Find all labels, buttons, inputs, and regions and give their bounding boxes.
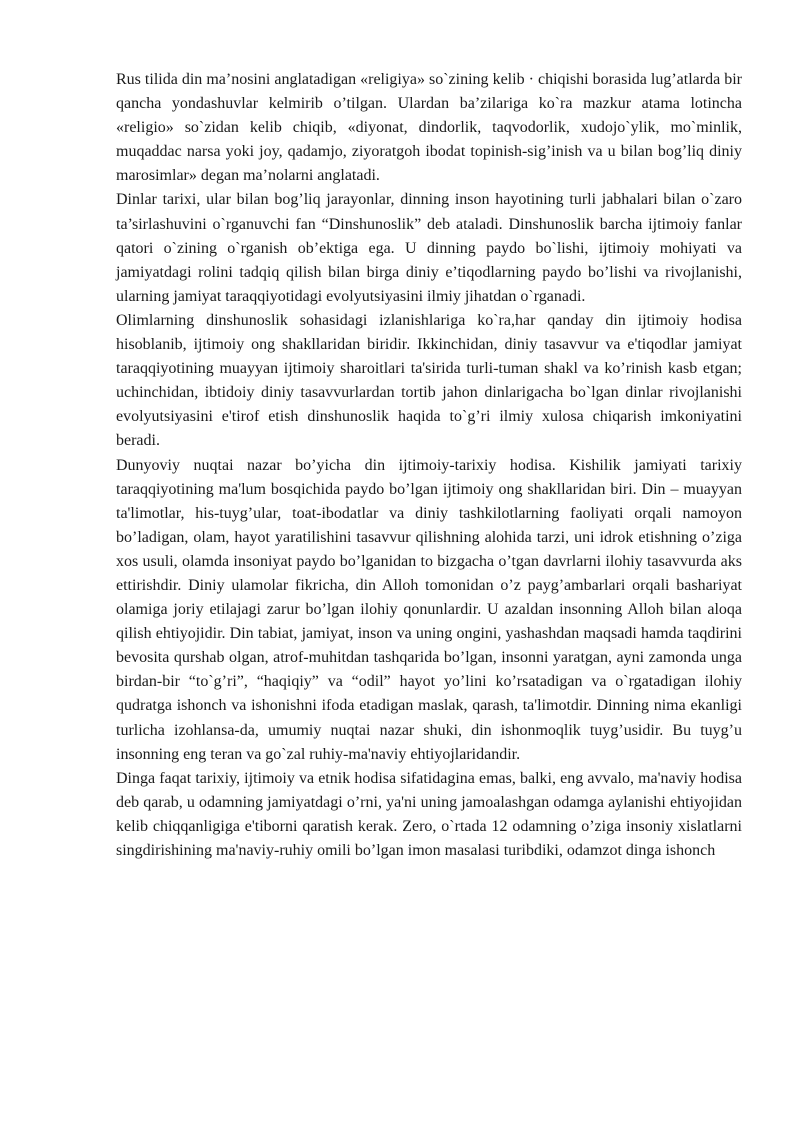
paragraph-religious-studies-definition: Dinlar tarixi, ular bilan bog’liq jarayonlar, dinning inson hayotining turli jabhalari bilan o`zaro ta’sirlashuvini o`rganuvchi fan “Dinshunoslik” deb ataladi. Dinshunoslik barcha ijtimoiy fanlar qatori o`zining o`rganish ob’ektiga ega. U dinning paydo bo`lishi, ijtimoiy mohiyati va jamiyatdagi rolini tadqiq qilish bilan birga diniy e’tiqodlarning paydo bo’lishi va rivojlanishi, ularning jamiyat taraqqiyotidagi evolyutsiyasini ilmiy jihatdan o`rganadi. xyxy=(116,191,742,305)
paragraph-spiritual-phenomenon: Dinga faqat tarixiy, ijtimoiy va etnik hodisa sifatidagina emas, balki, eng avvalo, ma'naviy hodisa deb qarab, u odamning jamiyatdagi o’rni, ya'ni uning jamoalashgan odamga aylanishi ehtiyojidan kelib chiqqanligiga e'tiborni qaratish kerak. Zero, o`rtada 12 odamning o’ziga insoniy xislatlarni singdirishining ma'naviy-ruhiy omili bo’lgan imon masalasi turibdiki, odamzot dinga ishonch xyxy=(116,769,742,859)
paragraph-religion-etymology: Rus tilida din ma’nosini anglatadigan «religiya» so`zining kelib · chiqishi borasida lug’atlarda bir qancha yondashuvlar kelmirib o’tilgan. Ulardan ba’zilariga ko`ra mazkur atama lotincha «religio» so`zidan kelib chiqib, «diyonat, dindorlik, taqvodorlik, xudojo`ylik, mo`minlik, muqaddac narsa yoki joy, qadamjo, ziyoratgoh ibodat topinish-sig’inish va u bilan bog’liq diniy marosimlar» degan ma’nolarni anglatadi. xyxy=(116,71,742,185)
paragraph-scholars-view: Olimlarning dinshunoslik sohasidagi izlanishlariga ko`ra,har qanday din ijtimoiy hodisa hisoblanib, ijtimoiy ong shakllaridan biridir. Ikkinchidan, diniy tasavvur va e'tiqodlar jamiyat taraqqiyotining muayyan ijtimoiy sharoitlari ta'sirida turli-tuman shakl va ko’rinish kasb etgan; uchinchidan, ibtidoiy diniy tasavvurlardan tortib jahon dinlarigacha bo`lgan dinlar rivojlanishi evolyutsiyasini e'tirof etish dinshunoslik haqida to`g’ri ilmiy xulosa chiqarish imkoniyatini beradi. xyxy=(116,311,742,450)
paragraph-secular-view: Dunyoviy nuqtai nazar bo’yicha din ijtimoiy-tarixiy hodisa. Kishilik jamiyati tarixiy taraqqiyotining ma'lum bosqichida paydo bo’lgan ijtimoiy ong shakllaridan biri. Din – muayyan ta'limotlar, his-tuyg’ular, toat-ibodatlar va diniy tashkilotlarning faoliyati orqali namoyon bo’ladigan, olam, hayot yaratilishini tasavvur qilishning alohida tarzi, uni idrok etishning o’ziga xos usuli, olamda insoniyat paydo bo’lganidan to bizgacha o’tgan davrlarni ilohiy tasavvurda aks ettirishdir. Diniy ulamolar fikricha, din Alloh tomonidan o’z payg’ambarlari orqali bashariyat olamiga joriy etilajagi zarur bo’lgan ilohiy qonunlardir. U azaldan insonning Alloh bilan aloqa qilish ehtiyojidir. Din tabiat, jamiyat, inson va uning ongini, yashashdan maqsadi hamda taqdirini bevosita qurshab olgan, atrof-muhitdan tashqarida bo’lgan, insonni yaratgan, ayni zamonda unga birdan-bir “to`g’ri”, “haqiqiy” va “odil” hayot yo’lini ko’rsatadigan va o`rgatadigan ilohiy qudratga ishonch va ishonishni ifoda etadigan maslak, qarash, ta'limotdir. Dinning nima ekanligi turlicha izohlansa-da, umumiy nuqtai nazar shuki, din ishonmoqlik tuyg’usidir. Bu tuyg’u insonning eng teran va go`zal ruhiy-ma'naviy ehtiyojlaridandir. xyxy=(116,456,742,763)
document-page xyxy=(116,68,742,863)
